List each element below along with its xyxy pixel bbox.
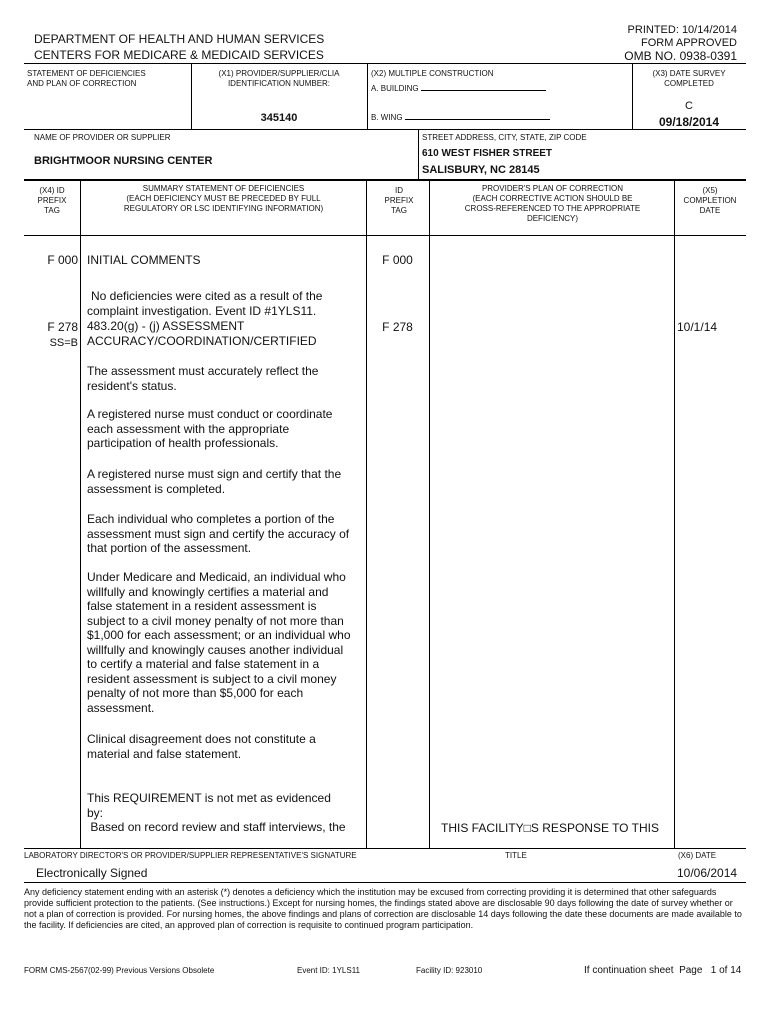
paragraph: Clinical disagreement does not constitute a material and false statement. bbox=[87, 732, 316, 761]
completion-date: 10/1/14 bbox=[677, 320, 718, 334]
rule bbox=[24, 129, 746, 130]
address-label: STREET ADDRESS, CITY, STATE, ZIP CODE bbox=[422, 133, 587, 142]
tag-f000: F 000 bbox=[47, 253, 78, 267]
column-divider bbox=[429, 179, 430, 848]
event-id: Event ID: 1YLS11 bbox=[297, 966, 360, 975]
provider-name-label: NAME OF PROVIDER OR SUPPLIER bbox=[34, 133, 171, 142]
cms-title: CENTERS FOR MEDICARE & MEDICAID SERVICES bbox=[34, 48, 324, 62]
title-label: TITLE bbox=[505, 851, 527, 860]
paragraph: Under Medicare and Medicaid, an individual who willfully and knowingly certifies a material and false statement in a resident assessment is subject to a civil money penalty of not more than $1,000 for each assessment; or an individual who willfully and knowingly causes another individual to certify a material and false statement in a resident assessment is subject to a civil money penalty of not more than $5,000 for each assessment. bbox=[87, 570, 351, 715]
page-indicator: If continuation sheet Page 1 of 14 bbox=[584, 965, 742, 976]
department-title: DEPARTMENT OF HEALTH AND HUMAN SERVICES bbox=[34, 32, 325, 46]
tag-f278: F 278 bbox=[47, 320, 78, 334]
plan-header: PROVIDER'S PLAN OF CORRECTION (EACH CORRECTIVE ACTION SHOULD BE CROSS-REFERENCED TO THE APPROPRIATE DEFICIENCY) bbox=[464, 184, 641, 223]
x1-label: (X1) PROVIDER/SUPPLIER/CLIA IDENTIFICATION NUMBER: bbox=[218, 69, 340, 88]
survey-code: C bbox=[685, 100, 693, 112]
wing-field: B. WING bbox=[371, 113, 550, 123]
x5-header: (X5) COMPLETION DATE bbox=[683, 186, 737, 215]
tag-f278-response: F 278 bbox=[382, 320, 413, 334]
address-line-1: 610 WEST FISHER STREET bbox=[422, 148, 553, 159]
tag-f000-response: F 000 bbox=[382, 253, 413, 267]
paragraph: Based on record review and staff interviews, the bbox=[87, 820, 346, 834]
x2-label: (X2) MULTIPLE CONSTRUCTION bbox=[371, 69, 494, 78]
statement-label: STATEMENT OF DEFICIENCIES AND PLAN OF CORRECTION bbox=[27, 69, 146, 88]
column-divider bbox=[366, 179, 367, 848]
date-label: (X6) DATE bbox=[678, 851, 717, 860]
signature-date: 10/06/2014 bbox=[677, 866, 738, 880]
signature-value: Electronically Signed bbox=[36, 866, 148, 880]
paragraph: Each individual who completes a portion of the assessment must sign and certify the accuracy of that portion of the assessment. bbox=[87, 512, 350, 555]
rule bbox=[24, 179, 746, 181]
header-rule bbox=[24, 235, 746, 236]
paragraph: A registered nurse must sign and certify that the assessment is completed. bbox=[87, 467, 342, 496]
provider-name: BRIGHTMOOR NURSING CENTER bbox=[34, 155, 213, 167]
column-divider bbox=[80, 179, 81, 848]
form-approved: FORM APPROVED bbox=[641, 37, 737, 49]
form-number: FORM CMS-2567(02-99) Previous Versions Obsolete bbox=[24, 966, 215, 975]
column-divider bbox=[674, 179, 675, 848]
regulation-title: 483.20(g) - (j) ASSESSMENT ACCURACY/COORDINATION/CERTIFIED bbox=[87, 319, 317, 348]
initial-comments: INITIAL COMMENTS bbox=[87, 253, 201, 267]
rule bbox=[24, 882, 746, 883]
paragraph: The assessment must accurately reflect the resident's status. bbox=[87, 364, 319, 393]
printed-date: PRINTED: 10/14/2014 bbox=[627, 24, 737, 36]
no-deficiencies-paragraph: No deficiencies were cited as a result of the complaint investigation. Event ID #1YLS11. bbox=[87, 289, 323, 318]
summary-header: SUMMARY STATEMENT OF DEFICIENCIES (EACH DEFICIENCY MUST BE PRECEDED BY FULL REGULATORY OR LSC IDENTIFYING INFORMATION) bbox=[123, 184, 324, 213]
facility-response: THIS FACILITY□S RESPONSE TO THIS bbox=[441, 821, 659, 835]
paragraph: A registered nurse must conduct or coordinate each assessment with the appropriate participation of health professionals. bbox=[87, 407, 333, 450]
x4-header: (X4) ID PREFIX TAG bbox=[37, 186, 67, 215]
scope-severity: SS=B bbox=[49, 337, 78, 349]
signature-label: LABORATORY DIRECTOR'S OR PROVIDER/SUPPLIER REPRESENTATIVE'S SIGNATURE bbox=[24, 851, 357, 860]
top-rule bbox=[24, 63, 746, 64]
divider bbox=[418, 129, 419, 179]
survey-date: 09/18/2014 bbox=[658, 115, 720, 129]
x3-label: (X3) DATE SURVEY COMPLETED bbox=[652, 69, 726, 88]
building-field: A. BUILDING bbox=[371, 84, 546, 94]
id-header: ID PREFIX TAG bbox=[384, 186, 414, 215]
paragraph: This REQUIREMENT is not met as evidenced by: bbox=[87, 791, 331, 820]
divider bbox=[367, 63, 368, 129]
disclaimer: Any deficiency statement ending with an asterisk (*) denotes a deficiency which the institution may be excused from correcting providing it is determined that other safeguards provide sufficient protection to the patients. (See instructions.) Except for nursing homes, the findings stated above are disclosable 90 days following the date of survey whether or not a plan of correction is provided. For nursing homes, the above findings and plans of correction are disclosable 14 days following the date these documents are made available to the facility. If deficiencies are cited, an approved plan of correction is requisite to continued program participation. bbox=[24, 887, 742, 930]
facility-id: Facility ID: 923010 bbox=[416, 966, 483, 975]
signature-rule bbox=[24, 848, 746, 849]
provider-id: 345140 bbox=[260, 112, 298, 124]
omb-number: OMB NO. 0938-0391 bbox=[624, 49, 737, 63]
address-line-2: SALISBURY, NC 28145 bbox=[422, 164, 540, 176]
